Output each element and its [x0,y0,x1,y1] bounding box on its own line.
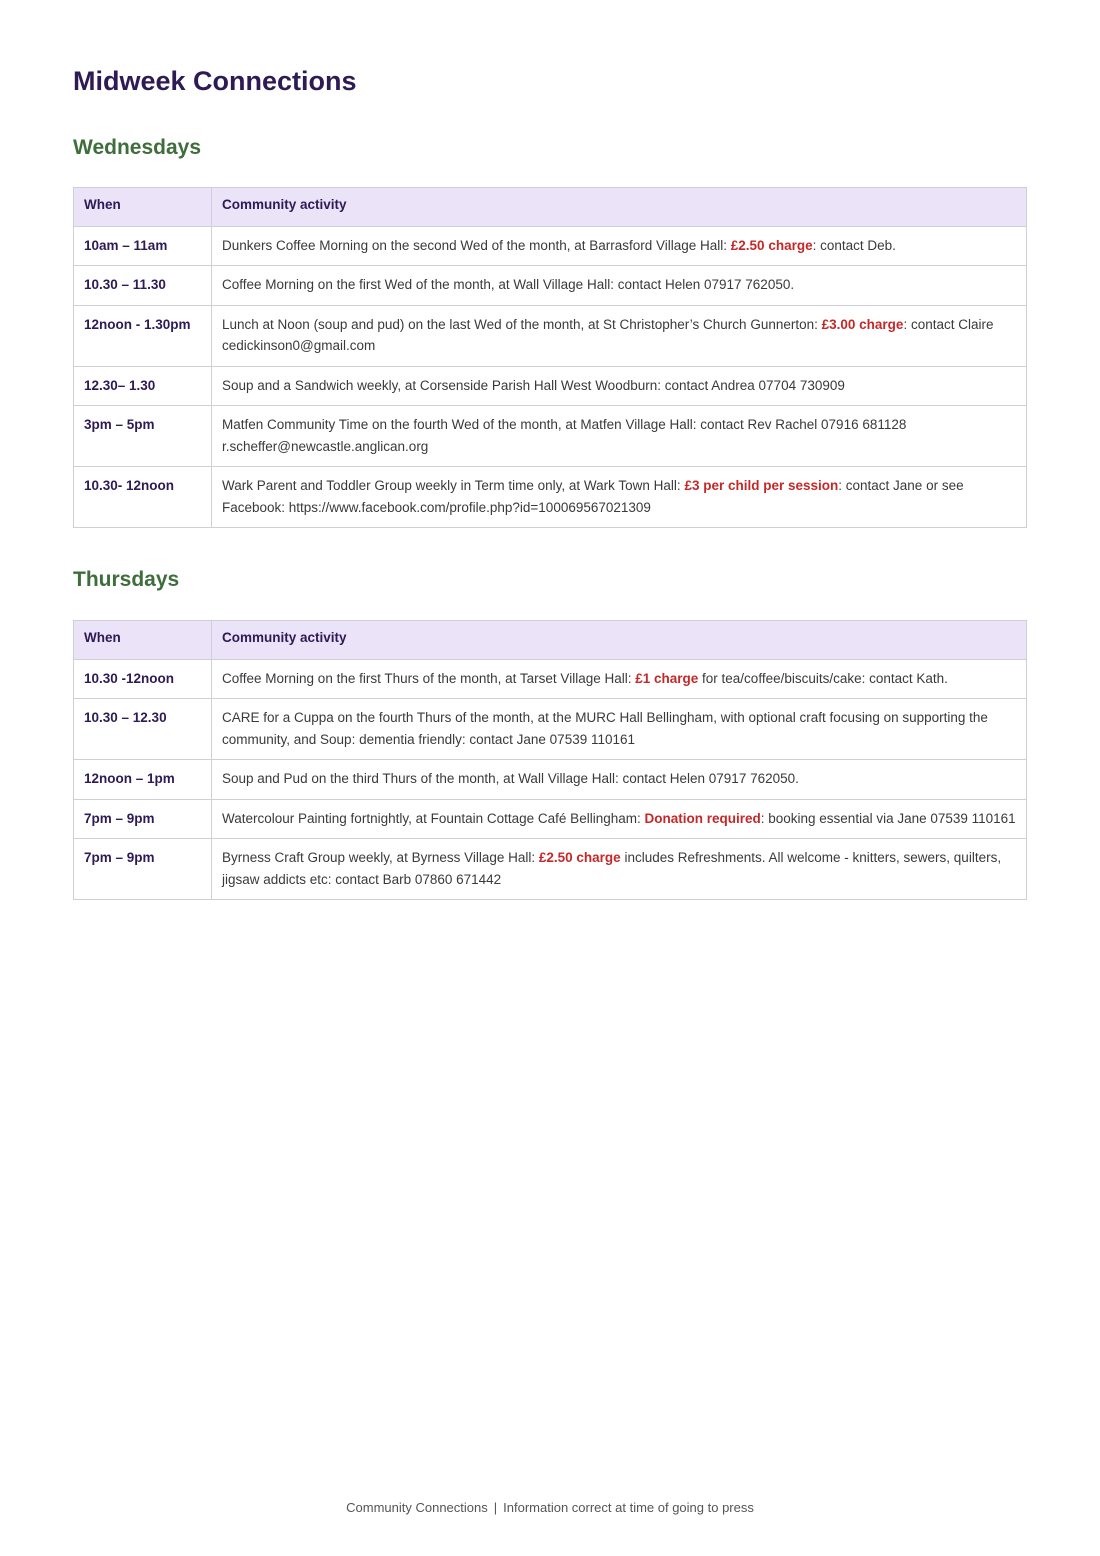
row-activity [212,305,1027,366]
wednesdays-table [73,187,1027,528]
page-title: Midweek Connections [73,66,357,96]
activity-text-after: for tea/coffee/biscuits/cake: contact Kath. [698,670,948,686]
row-activity [212,799,1027,839]
section-title-wednesdays: Wednesdays [73,136,201,159]
thursdays-rows [74,659,1027,900]
row-activity [212,226,1027,266]
row-activity [212,406,1027,467]
row-activity [212,760,1027,800]
table-row [74,760,1027,800]
activity-text-after: : contact Deb. [812,237,896,253]
activity-text-after: : contact Claire cedickinson0@gmail.com [222,316,994,353]
row-activity [212,366,1027,406]
activity-text: Wark Parent and Toddler Group weekly in Term time only, at Wark Town Hall: [222,478,685,493]
table-row [74,839,1027,900]
activity-text: Coffee Morning on the first Thurs of the month, at Tarset Village Hall: [222,670,636,686]
charge-note: Donation required [644,810,761,826]
table-row [74,406,1027,467]
activity-text: Matfen Community Time on the fourth Wed of the month, at Matfen Village Hall: contact Rev Rachel 07916 681128 r.scheffer@newcastle.anglican.org [222,417,907,454]
footer-separator: | [493,1500,498,1515]
table-row [74,699,1027,760]
table-row [74,799,1027,839]
table-header-row [74,188,1027,227]
activity-text: Dunkers Coffee Morning on the second Wed of the month, at Barrasford Village Hall: [222,237,731,253]
row-time: 3pm – 5pm [74,406,212,467]
row-activity [212,839,1027,900]
table-row [74,366,1027,406]
row-time: 12noon - 1.30pm [74,305,212,366]
row-activity [212,659,1027,699]
table-row [74,467,1027,528]
column-header-activity: Community activity [212,621,1027,660]
activity-text: CARE for a Cuppa on the fourth Thurs of the month, at the MURC Hall Bellingham, with optional craft focusing on supporting the community, and Soup: dementia friendly: contact Jane 07539 110161 [222,710,988,747]
activity-text: Soup and a Sandwich weekly, at Corsenside Parish Hall West Woodburn: contact Andrea 07704 730909 [222,377,845,393]
column-header-when: When [74,621,212,660]
wednesdays-rows [74,226,1027,528]
row-time: 7pm – 9pm [74,799,212,839]
page-footer [0,1500,1100,1515]
footer-note: Information correct at time of going to press [503,1500,754,1515]
row-time: 10.30 -12noon [74,659,212,699]
table-row [74,226,1027,266]
charge-note: £1 charge [635,670,699,686]
table-row [74,659,1027,699]
column-header-activity: Community activity [212,188,1027,227]
table-row [74,266,1027,306]
activity-text-after: : booking essential via Jane 07539 110161 [760,810,1016,826]
activity-text: Watercolour Painting fortnightly, at Fountain Cottage Café Bellingham: [222,810,645,826]
row-time: 10.30 – 12.30 [74,699,212,760]
row-time: 7pm – 9pm [74,839,212,900]
charge-note: £2.50 charge [730,237,813,253]
row-time: 10am – 11am [74,226,212,266]
activity-text-after: : contact Jane or see Facebook: https://www.facebook.com/profile.php?id=100069567021309 [222,478,964,515]
row-activity [212,467,1027,528]
row-time: 12.30– 1.30 [74,366,212,406]
activity-text-after: includes Refreshments. All welcome - knitters, sewers, quilters, jigsaw addicts etc: contact Barb 07860 671442 [222,850,1002,887]
thursdays-table [73,620,1027,900]
activity-text: Lunch at Noon (soup and pud) on the last Wed of the month, at St Christopher’s Church Gunnerton: [222,316,822,332]
table-row [74,305,1027,366]
row-time: 12noon – 1pm [74,760,212,800]
charge-note: £3 per child per session [684,478,839,493]
row-time: 10.30- 12noon [74,467,212,528]
row-time: 10.30 – 11.30 [74,266,212,306]
row-activity [212,266,1027,306]
table-header-row [74,621,1027,660]
charge-note: £2.50 charge [538,850,621,865]
activity-text: Coffee Morning on the first Wed of the month, at Wall Village Hall: contact Helen 07917 762050. [222,277,795,292]
section-title-thursdays: Thursdays [73,568,180,591]
activity-text: Byrness Craft Group weekly, at Byrness Village Hall: [222,850,539,865]
activity-text: Soup and Pud on the third Thurs of the month, at Wall Village Hall: contact Helen 07917 762050. [222,771,799,786]
footer-publication: Community Connections [346,1500,488,1515]
column-header-when: When [74,188,212,227]
row-activity [212,699,1027,760]
charge-note: £3.00 charge [821,316,904,332]
